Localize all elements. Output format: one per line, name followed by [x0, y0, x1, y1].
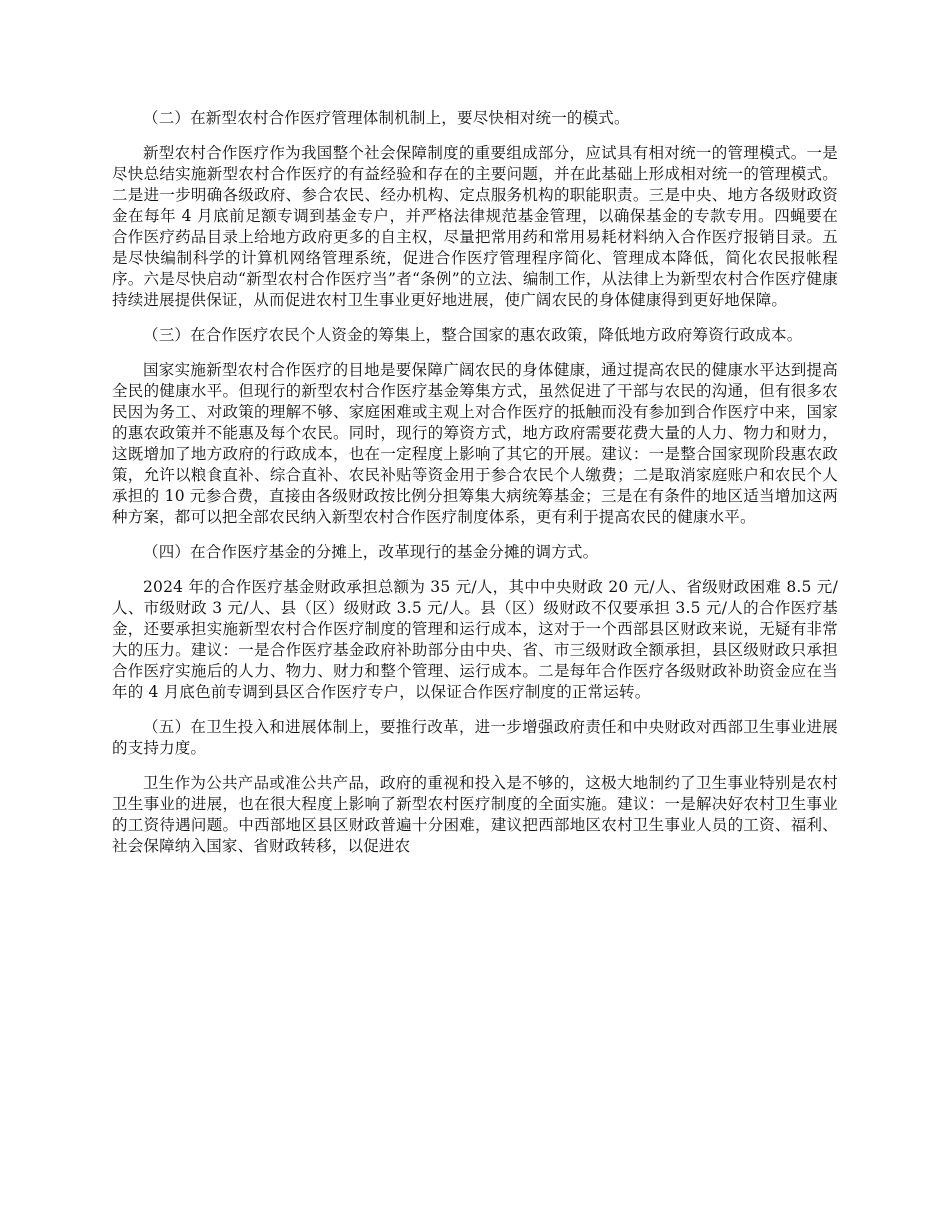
- section-heading-5: （五）在卫生投入和进展体制上，要推行改革，进一步增强政府责任和中央财政对西部卫生事业进展的支持力度。: [112, 718, 838, 757]
- section-heading-2: （二）在新型农村合作医疗管理体制机制上，要尽快相对统一的模式。: [143, 109, 630, 127]
- body-paragraph-2: 国家实施新型农村合作医疗的目地是要保障广阔农民的身体健康，通过提高农民的健康水平达到提高全民的健康水平。但现行的新型农村合作医疗基金筹集方式，虽然促进了干部与农民的沟通，但有很多农民因为务工、对政策的理解不够、家庭困难或主观上对合作医疗的抵触而没有参加到合作医疗中来，国家的惠农政策并不能惠及每个农民。同时，现行的筹资方式，地方政府需要花费大量的人力、物力和财力，这既增加了地方政府的行政成本，也在一定程度上影响了其它的开展。建议：一是整合国家现阶段惠农政策，允许以粮食直补、综合直补、农民补贴等资金用于参合农民个人缴费；二是取消家庭账户和农民个人承担的 10 元参合费，直接由各级财政按比例分担筹集大病统筹基金；三是在有条件的地区适当增加这两种方案，都可以把全部农民纳入新型农村合作医疗制度体系，更有利于提高农民的健康水平。: [112, 361, 838, 526]
- section-heading-3: （三）在合作医疗农民个人资金的筹集上，整合国家的惠农政策，降低地方政府筹资行政成本。: [143, 326, 803, 344]
- body-paragraph-4: 卫生作为公共产品或准公共产品，政府的重视和投入是不够的，这极大地制约了卫生事业特别是农村卫生事业的进展，也在很大程度上影响了新型农村医疗制度的全面实施。建议：一是解决好农村卫生事业的工资待遇问题。中西部地区县区财政普遍十分困难，建议把西部地区农村卫生事业人员的工资、福利、社会保障纳入国家、省财政转移，以促进农: [112, 774, 838, 855]
- section-heading-4: （四）在合作医疗基金的分摊上，改革现行的基金分摊的调方式。: [143, 543, 599, 561]
- document-page: [112, 108, 838, 871]
- body-paragraph-3: 2024 年的合作医疗基金财政承担总额为 35 元/人，其中中央财政 20 元/人、省级财政困难 8.5 元/人、市级财政 3 元/人、县（区）级财政 3.5 元/人。县（区）级财政不仅要承担 3.5 元/人的合作医疗基金，还要承担实施新型农村合作医疗制度的管理和运行成本，这对于一个西部县区财政来说，无疑有非常大的压力。建议：一是合作医疗基金政府补助部分由中央、省、市三级财政全额承担，县区级财政只承担合作医疗实施后的人力、物力、财力和整个管理、运行成本。二是每年合作医疗各级财政补助资金应在当年的 4 月底色前专调到县区合作医疗专户，以保证合作医疗制度的正常运转。: [112, 578, 838, 701]
- body-paragraph-1: 新型农村合作医疗作为我国整个社会保障制度的重要组成部分，应试具有相对统一的管理模式。一是尽快总结实施新型农村合作医疗的有益经验和存在的主要问题，并在此基础上形成相对统一的管理模式。二是进一步明确各级政府、参合农民、经办机构、定点服务机构的职能职责。三是中央、地方各级财政资金在每年 4 月底前足额专调到基金专户，并严格法律规范基金管理，以确保基金的专款专用。四蝇要在合作医疗药品目录上给地方政府更多的自主权，尽量把常用药和常用易耗材料纳入合作医疗报销目录。五是尽快编制科学的计算机网络管理系统，促进合作医疗管理程序简化、管理成本降低，简化农民报帐程序。六是尽快启动“新型农村合作医疗当”者“条例”的立法、编制工作，从法律上为新型农村合作医疗健康持续进展提供保证，从而促进农村卫生事业更好地进展，使广阔农民的身体健康得到更好地保障。: [112, 144, 838, 309]
